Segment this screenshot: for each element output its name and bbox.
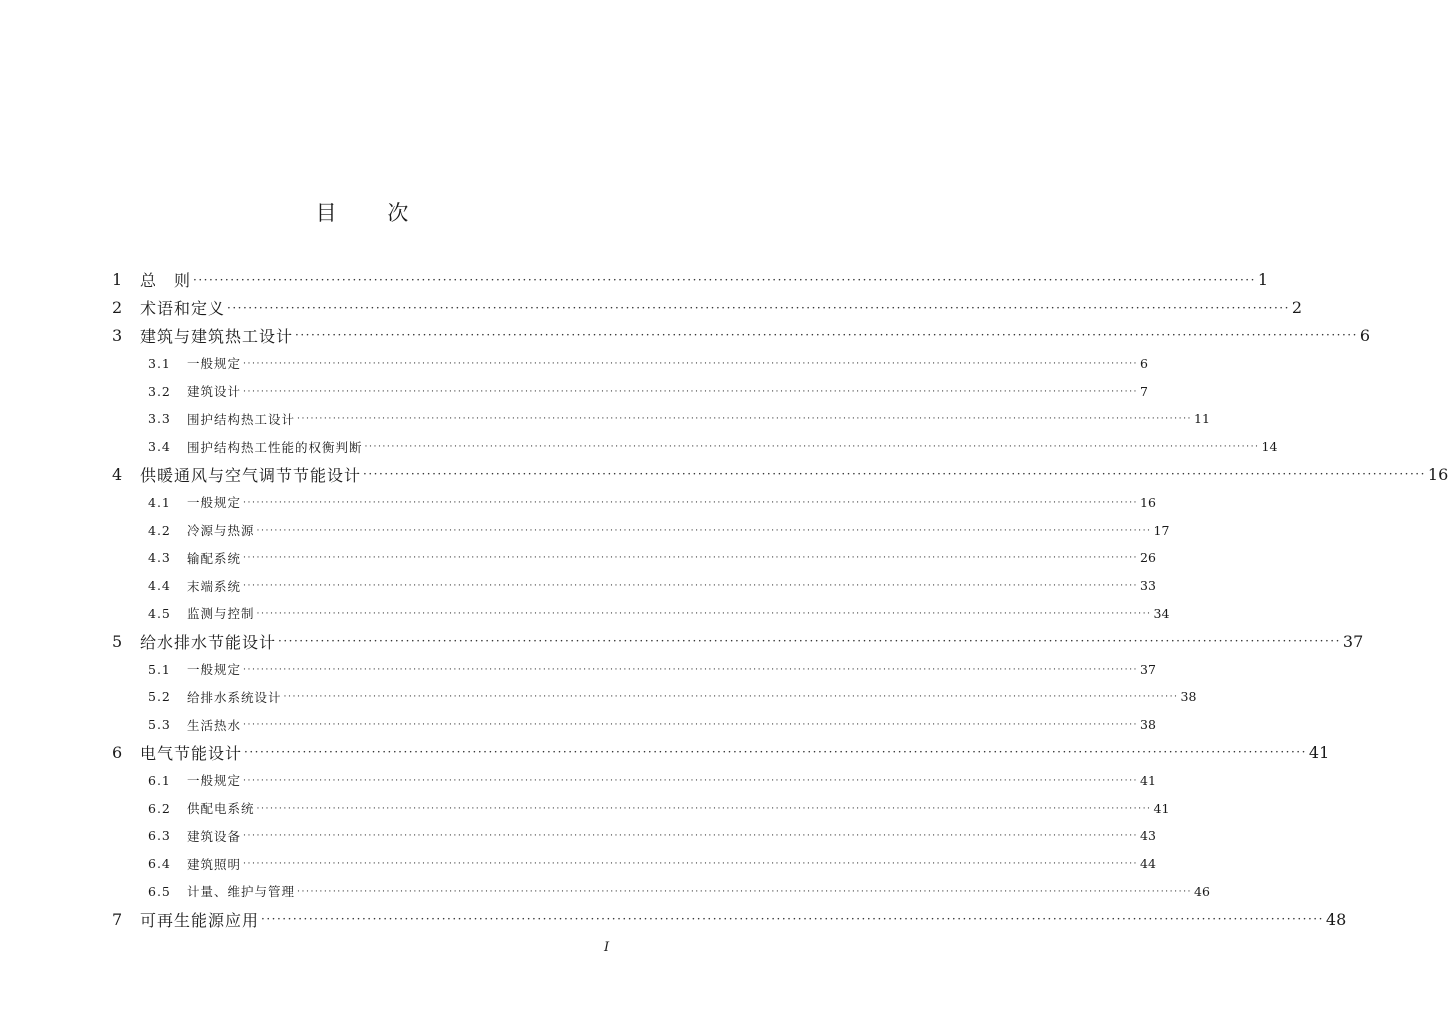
- dot-leader: ········································································································································································································: [278, 634, 1341, 649]
- toc-entry-number: 4.2: [148, 522, 171, 538]
- toc-entry-page: 26: [1140, 550, 1156, 566]
- toc-entry-page: 14: [1261, 439, 1278, 455]
- dot-leader: ········································································································································································································: [243, 552, 1139, 564]
- toc-section-entry: [0, 405, 1210, 433]
- toc-entry-title: 可再生能源应用: [140, 910, 260, 930]
- dot-leader: ········································································································································································································: [243, 357, 1139, 369]
- toc-entry-title: 建筑设计: [187, 384, 242, 400]
- toc-entry-number: 4.3: [148, 550, 171, 566]
- dot-leader: ········································································································································································································: [243, 663, 1139, 675]
- dot-leader: ········································································································································································································: [256, 802, 1152, 814]
- toc-entry-number: 3.3: [148, 411, 171, 427]
- toc-entry-title: 末端系统: [187, 578, 242, 594]
- toc-chapter-entry: [0, 627, 1364, 655]
- dot-leader: ········································································································································································································: [256, 524, 1152, 536]
- toc-entry-title: 围护结构热工设计: [187, 411, 296, 427]
- toc-entry-title: 术语和定义: [140, 299, 226, 319]
- toc-entry-title: 给水排水节能设计: [140, 632, 277, 652]
- dot-leader: ········································································································································································································: [297, 413, 1193, 425]
- toc-entry-page: 11: [1194, 411, 1210, 427]
- toc-entry-number: 6.5: [148, 883, 171, 899]
- toc-entry-title: 生活热水: [187, 717, 242, 733]
- dot-leader: ········································································································································································································: [283, 691, 1179, 703]
- toc-entry-page: 38: [1180, 689, 1197, 705]
- page-number: I: [604, 940, 610, 955]
- toc-chapter-entry: [0, 461, 1448, 489]
- dot-leader: ········································································································································································································: [261, 912, 1324, 927]
- toc-entry-number: 3.1: [148, 355, 171, 371]
- dot-leader: ········································································································································································································: [295, 328, 1358, 343]
- toc-entry-number: 3: [112, 325, 123, 345]
- toc-entry-page: 41: [1140, 772, 1156, 788]
- toc-entry-page: 46: [1194, 883, 1210, 899]
- toc-entry-number: 1: [112, 270, 123, 290]
- toc-entry-title: 给排水系统设计: [187, 689, 282, 705]
- toc-section-entry: [0, 683, 1197, 711]
- toc-entry-number: 3.2: [148, 383, 171, 399]
- toc-entry-title: 监测与控制: [187, 606, 255, 622]
- dot-leader: ········································································································································································································: [243, 385, 1139, 397]
- toc-entry-title: 冷源与热源: [187, 523, 255, 539]
- toc-chapter-entry: [0, 322, 1371, 350]
- toc-entry-number: 3.4: [148, 439, 171, 455]
- toc-entry-title: 建筑照明: [187, 856, 242, 872]
- dot-leader: ········································································································································································································: [243, 719, 1139, 731]
- dot-leader: ········································································································································································································: [297, 885, 1193, 897]
- toc-entry-title: 供暖通风与空气调节节能设计: [140, 465, 362, 485]
- toc-entry-number: 6.3: [148, 828, 171, 844]
- toc-section-entry: [0, 711, 1156, 739]
- toc-entry-page: 41: [1308, 742, 1330, 762]
- toc-entry-page: 43: [1140, 828, 1156, 844]
- toc-entry-number: 5.3: [148, 717, 171, 733]
- toc-entry-page: 38: [1140, 717, 1156, 733]
- toc-entry-number: 4.5: [148, 605, 171, 621]
- toc-entry-title: 建筑与建筑热工设计: [140, 326, 294, 346]
- dot-leader: ········································································································································································································: [243, 580, 1139, 592]
- toc-entry-title: 一般规定: [187, 495, 242, 511]
- dot-leader: ········································································································································································································: [244, 745, 1307, 760]
- toc-entry-number: 4.4: [148, 578, 171, 594]
- toc-section-entry: [0, 850, 1156, 878]
- toc-chapter-entry: [0, 905, 1347, 933]
- toc-entry-number: 5: [112, 631, 123, 651]
- toc-entry-number: 6.4: [148, 856, 171, 872]
- toc-entry-number: 6.1: [148, 772, 171, 788]
- toc-entry-number: 4.1: [148, 494, 171, 510]
- toc-section-entry: [0, 766, 1156, 794]
- toc-section-entry: [0, 433, 1278, 461]
- toc-entry-page: 37: [1140, 661, 1156, 677]
- dot-leader: ········································································································································································································: [243, 774, 1139, 786]
- toc-entry-page: 6: [1359, 325, 1371, 345]
- toc-entry-page: 1: [1257, 270, 1269, 290]
- toc-entry-page: 16: [1140, 494, 1156, 510]
- toc-section-entry: [0, 544, 1156, 572]
- dot-leader: ········································································································································································································: [193, 272, 1256, 287]
- dot-leader: ········································································································································································································: [364, 441, 1260, 453]
- toc-entry-number: 4: [112, 464, 123, 484]
- toc-entry-title: 围护结构热工性能的权衡判断: [187, 439, 363, 455]
- toc-entry-number: 5.1: [148, 661, 171, 677]
- toc-entry-title: 电气节能设计: [140, 743, 243, 763]
- toc-entry-page: 6: [1140, 355, 1148, 371]
- toc-entry-number: 5.2: [148, 689, 171, 705]
- toc-section-entry: [0, 488, 1156, 516]
- toc-entry-page: 16: [1427, 464, 1448, 484]
- toc-section-entry: [0, 572, 1156, 600]
- toc-entry-page: 2: [1291, 298, 1303, 318]
- toc-entry-page: 48: [1325, 909, 1347, 929]
- toc-entry-title: 一般规定: [187, 356, 242, 372]
- toc-section-entry: [0, 377, 1148, 405]
- toc-entry-page: 34: [1153, 605, 1170, 621]
- toc-entry-title: 计量、维护与管理: [187, 884, 296, 900]
- toc-section-entry: [0, 349, 1148, 377]
- toc-chapter-entry: [0, 294, 1303, 322]
- toc-entry-page: 33: [1140, 578, 1156, 594]
- toc-entry-title: 建筑设备: [187, 828, 242, 844]
- dot-leader: ········································································································································································································: [243, 496, 1139, 508]
- dot-leader: ········································································································································································································: [227, 300, 1290, 315]
- toc-entry-number: 7: [112, 909, 123, 929]
- toc-entry-title: 供配电系统: [187, 801, 255, 817]
- toc-entry-title: 输配系统: [187, 550, 242, 566]
- toc-entry-number: 6.2: [148, 800, 171, 816]
- page-title: 目 次: [315, 201, 431, 225]
- toc-entry-title: 总 则: [140, 271, 192, 291]
- toc-entry-page: 7: [1140, 383, 1148, 399]
- toc-section-entry: [0, 794, 1170, 822]
- toc-entry-number: 6: [112, 742, 123, 762]
- toc-section-entry: [0, 878, 1210, 906]
- toc-entry-page: 37: [1342, 631, 1364, 651]
- toc-section-entry: [0, 600, 1170, 628]
- toc-entry-title: 一般规定: [187, 773, 242, 789]
- dot-leader: ········································································································································································································: [363, 467, 1426, 482]
- toc-entry-title: 一般规定: [187, 662, 242, 678]
- dot-leader: ········································································································································································································: [243, 830, 1139, 842]
- toc-chapter-entry: [0, 266, 1269, 294]
- toc-section-entry: [0, 655, 1156, 683]
- toc-entry-page: 44: [1140, 856, 1156, 872]
- toc-entry-number: 2: [112, 298, 123, 318]
- dot-leader: ········································································································································································································: [256, 607, 1152, 619]
- toc-section-entry: [0, 516, 1170, 544]
- toc-entry-page: 17: [1153, 522, 1170, 538]
- toc-section-entry: [0, 822, 1156, 850]
- toc-chapter-entry: [0, 739, 1330, 767]
- dot-leader: ········································································································································································································: [243, 858, 1139, 870]
- toc-entry-page: 41: [1153, 800, 1170, 816]
